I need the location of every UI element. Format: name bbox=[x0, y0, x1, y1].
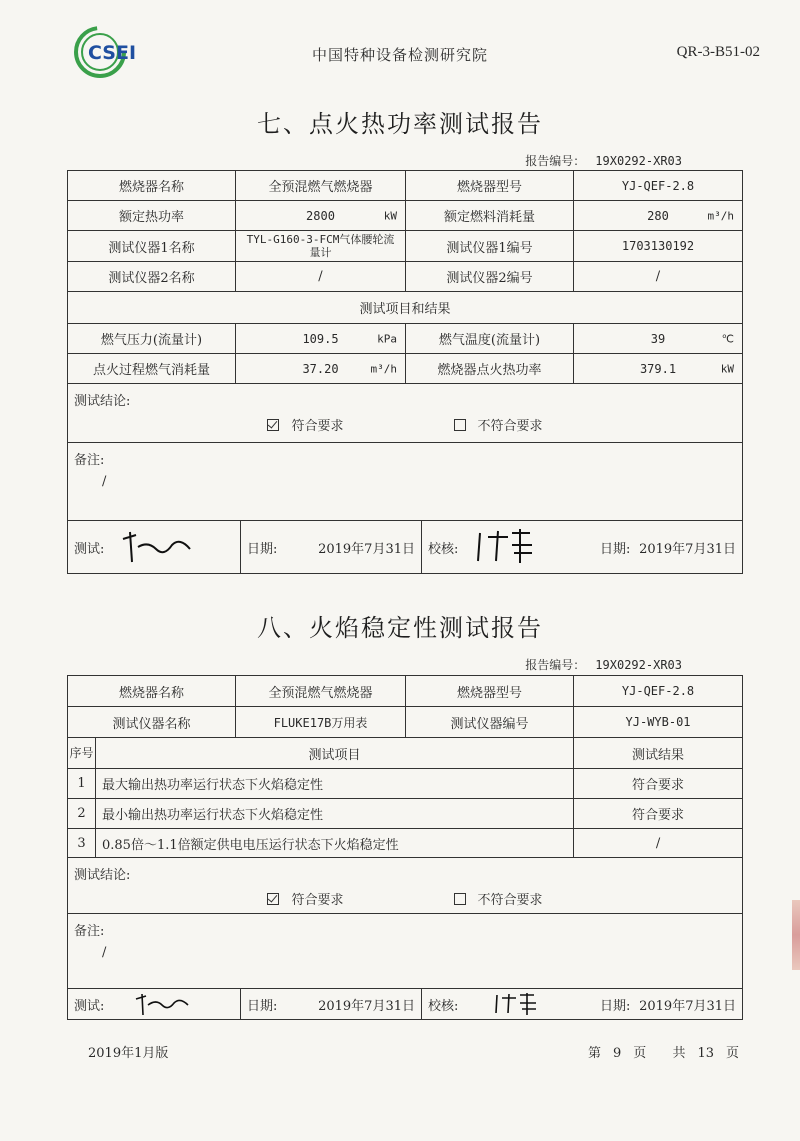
instrument1-number-label: 测试仪器1编号 bbox=[406, 231, 574, 262]
logo-text: CSEI bbox=[88, 42, 137, 64]
tester-label: 测试: bbox=[74, 998, 105, 1014]
instrument-number-label: 测试仪器编号 bbox=[406, 707, 574, 738]
total-unit: 页 bbox=[726, 1046, 740, 1061]
ignition-gas-unit: m³/h bbox=[370, 362, 397, 375]
rated-power-cell bbox=[236, 201, 406, 231]
checked-checkbox-icon bbox=[267, 893, 279, 905]
instrument-number-value: YJ-WYB-01 bbox=[574, 707, 743, 738]
option-fail-label: 不符合要求 bbox=[477, 419, 543, 434]
rated-fuel-label: 额定燃料消耗量 bbox=[406, 201, 574, 231]
table-row bbox=[68, 829, 743, 858]
flame-stability-table bbox=[67, 675, 743, 1020]
unchecked-checkbox-icon bbox=[454, 893, 466, 905]
gas-pressure-value: 109.5 bbox=[302, 331, 339, 346]
section7-report-number bbox=[525, 152, 682, 169]
ignition-gas-value: 37.20 bbox=[302, 361, 339, 376]
tester-label: 测试: bbox=[74, 541, 105, 557]
gas-pressure-unit: kPa bbox=[377, 332, 397, 345]
conclusion-label: 测试结论: bbox=[74, 868, 131, 883]
date1-label: 日期: bbox=[247, 541, 278, 557]
burner-name-label: 燃烧器名称 bbox=[68, 171, 236, 201]
reviewer-label: 校核: bbox=[428, 541, 459, 557]
burner-name-value: 全预混燃气燃烧器 bbox=[236, 171, 406, 201]
page-number: 9 bbox=[613, 1046, 622, 1061]
rated-fuel-value: 280 bbox=[647, 208, 669, 223]
date2-cell bbox=[594, 538, 742, 557]
ignition-gas-cell bbox=[236, 354, 406, 384]
conclusion-label: 测试结论: bbox=[74, 394, 131, 409]
instrument2-name-label: 测试仪器2名称 bbox=[68, 262, 236, 292]
tester-signature-icon bbox=[132, 991, 192, 1017]
gas-temperature-label: 燃气温度(流量计) bbox=[406, 324, 574, 354]
row-item: 最小输出热功率运行状态下火焰稳定性 bbox=[96, 799, 574, 829]
checked-checkbox-icon bbox=[267, 419, 279, 431]
page-prefix: 第 bbox=[588, 1046, 602, 1061]
reviewer-cell bbox=[421, 521, 594, 573]
gas-temperature-unit: ℃ bbox=[721, 332, 734, 345]
page-counter bbox=[588, 1042, 751, 1061]
signature-row bbox=[68, 521, 743, 574]
remarks-cell bbox=[68, 914, 743, 989]
remarks-label: 备注: bbox=[74, 924, 105, 939]
tester-signature-icon bbox=[118, 527, 198, 567]
seq-column-header: 序号 bbox=[68, 738, 96, 769]
row-result: 符合要求 bbox=[574, 769, 743, 799]
gas-pressure-label: 燃气压力(流量计) bbox=[68, 324, 236, 354]
date1-label: 日期: bbox=[247, 998, 278, 1014]
result-column-header: 测试结果 bbox=[574, 738, 743, 769]
instrument-name-value: FLUKE17B万用表 bbox=[236, 707, 406, 738]
signature-row bbox=[68, 989, 743, 1020]
ignition-power-value: 379.1 bbox=[639, 361, 677, 376]
rated-power-unit: kW bbox=[383, 209, 397, 222]
option-pass bbox=[267, 415, 343, 434]
date2-label: 日期: bbox=[600, 541, 631, 557]
row-seq: 3 bbox=[68, 829, 96, 858]
tester-cell bbox=[68, 527, 240, 567]
burner-model-value: YJ-QEF-2.8 bbox=[574, 676, 743, 707]
reviewer-signature-icon bbox=[492, 991, 542, 1017]
date1-value: 2019年7月31日 bbox=[318, 541, 415, 557]
instrument2-number-value: / bbox=[574, 262, 743, 292]
edition: 2019年1月版 bbox=[88, 1046, 169, 1061]
total-prefix: 共 bbox=[672, 1046, 686, 1061]
instrument1-number-value: 1703130192 bbox=[574, 231, 743, 262]
date1-cell bbox=[240, 521, 421, 573]
report-no-value: 19X0292-XR03 bbox=[595, 154, 682, 168]
burner-model-value: YJ-QEF-2.8 bbox=[574, 171, 743, 201]
conclusion-options bbox=[74, 889, 736, 908]
option-fail bbox=[454, 889, 543, 908]
instrument2-number-label: 测试仪器2编号 bbox=[406, 262, 574, 292]
gas-temperature-value: 39 bbox=[650, 331, 666, 346]
date2-value: 2019年7月31日 bbox=[639, 541, 736, 557]
conclusion-cell bbox=[68, 384, 743, 443]
report-no-label: 报告编号： bbox=[525, 154, 586, 168]
remarks-value: / bbox=[102, 945, 107, 960]
organization-name: 中国特种设备检测研究院 bbox=[311, 46, 488, 64]
test-items-header: 测试项目和结果 bbox=[68, 292, 743, 324]
instrument1-name-label: 测试仪器1名称 bbox=[68, 231, 236, 262]
burner-name-value: 全预混燃气燃烧器 bbox=[236, 676, 406, 707]
ignition-power-unit: kW bbox=[720, 362, 734, 375]
option-pass-label: 符合要求 bbox=[291, 893, 344, 908]
date1-value: 2019年7月31日 bbox=[318, 998, 415, 1014]
ignition-power-cell bbox=[574, 354, 743, 384]
option-fail bbox=[454, 415, 543, 434]
report-no-value: 19X0292-XR03 bbox=[595, 658, 682, 672]
row-item: 最大输出热功率运行状态下火焰稳定性 bbox=[96, 769, 574, 799]
section7-title: 七、点火热功率测试报告 bbox=[257, 110, 543, 138]
date2-label: 日期: bbox=[600, 998, 631, 1014]
instrument-name-label: 测试仪器名称 bbox=[68, 707, 236, 738]
report-no-label: 报告编号： bbox=[525, 658, 586, 672]
instrument2-name-value: / bbox=[236, 262, 406, 292]
option-fail-label: 不符合要求 bbox=[477, 893, 543, 908]
date1-cell bbox=[240, 989, 421, 1019]
row-item: 0.85倍～1.1倍额定供电电压运行状态下火焰稳定性 bbox=[96, 829, 574, 858]
reviewer-signature-icon bbox=[472, 527, 542, 567]
total-pages: 13 bbox=[697, 1046, 715, 1061]
gas-pressure-cell bbox=[236, 324, 406, 354]
section8-title: 八、火焰稳定性测试报告 bbox=[257, 614, 543, 642]
ignition-power-table bbox=[67, 170, 743, 574]
burner-model-label: 燃烧器型号 bbox=[406, 676, 574, 707]
reviewer-label: 校核: bbox=[428, 998, 459, 1014]
ignition-power-label: 燃烧器点火热功率 bbox=[406, 354, 574, 384]
tester-cell bbox=[68, 991, 240, 1017]
csei-logo bbox=[74, 22, 154, 82]
conclusion-options bbox=[74, 415, 736, 434]
table-row bbox=[68, 799, 743, 829]
rated-power-value: 2800 bbox=[306, 208, 335, 223]
conclusion-cell bbox=[68, 858, 743, 914]
row-result: / bbox=[574, 829, 743, 858]
option-pass bbox=[267, 889, 343, 908]
instrument1-name-value: TYL-G160-3-FCM气体腰轮流量计 bbox=[236, 231, 406, 262]
table-row bbox=[68, 769, 743, 799]
row-result: 符合要求 bbox=[574, 799, 743, 829]
item-column-header: 测试项目 bbox=[96, 738, 574, 769]
burner-name-label: 燃烧器名称 bbox=[68, 676, 236, 707]
date2-value: 2019年7月31日 bbox=[639, 998, 737, 1014]
ignition-gas-label: 点火过程燃气消耗量 bbox=[68, 354, 236, 384]
seal-edge-mark bbox=[792, 900, 800, 970]
remarks-value: / bbox=[102, 474, 107, 489]
row-seq: 1 bbox=[68, 769, 96, 799]
rated-fuel-unit: m³/h bbox=[707, 209, 734, 222]
unchecked-checkbox-icon bbox=[454, 419, 466, 431]
rated-power-label: 额定热功率 bbox=[68, 201, 236, 231]
page-unit: 页 bbox=[633, 1046, 647, 1061]
remarks-cell bbox=[68, 443, 743, 521]
document-code: QR-3-B51-02 bbox=[676, 44, 760, 60]
section8-report-number bbox=[525, 656, 682, 673]
option-pass-label: 符合要求 bbox=[291, 419, 344, 434]
gas-temperature-cell bbox=[574, 324, 743, 354]
row-seq: 2 bbox=[68, 799, 96, 829]
date2-cell bbox=[594, 995, 742, 1014]
rated-fuel-cell bbox=[574, 201, 743, 231]
burner-model-label: 燃烧器型号 bbox=[406, 171, 574, 201]
reviewer-cell bbox=[421, 989, 594, 1019]
remarks-label: 备注: bbox=[74, 453, 105, 468]
